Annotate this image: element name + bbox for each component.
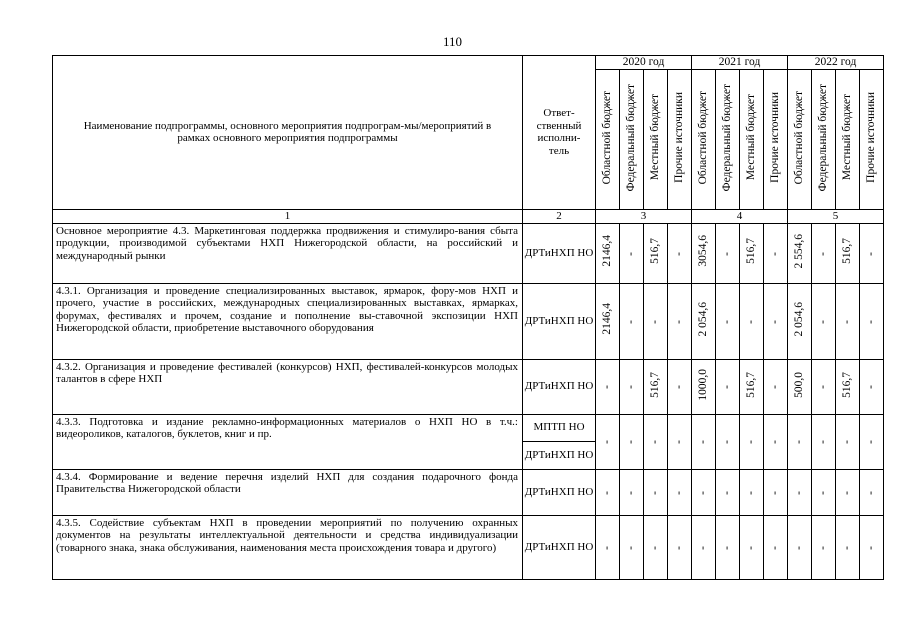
value-cell: 2 054,6 xyxy=(692,283,716,359)
value-cell: - xyxy=(812,515,836,579)
value-cell: - xyxy=(620,359,644,414)
executor-cell: ДРТиНХП НО xyxy=(523,223,596,283)
year-header-2021: 2021 год xyxy=(692,56,788,70)
measure-name: 4.3.1. Организация и проведение специализированных выставок, ярмарок, фору-мов НХП и прочего, участие в российских, международных специализированных выставках, ярмарках, форумах, фестивалях и прочем, создание и пополнение вы-ставочной экспозиции НХП Нижегородской области, приобретение выставочного оборудования xyxy=(53,283,523,359)
value-cell: - xyxy=(716,359,740,414)
value-cell: 516,7 xyxy=(644,223,668,283)
value-cell: - xyxy=(668,515,692,579)
value-cell: - xyxy=(596,414,620,469)
value-cell: - xyxy=(812,359,836,414)
value-cell: - xyxy=(668,359,692,414)
value-cell: - xyxy=(740,283,764,359)
source-header: Областной бюджет xyxy=(788,69,812,209)
value-cell: - xyxy=(812,469,836,515)
value-cell: 3054,6 xyxy=(692,223,716,283)
column-index: 1 xyxy=(53,209,523,223)
table-row xyxy=(53,223,884,283)
value-cell: - xyxy=(596,469,620,515)
column-index: 2 xyxy=(523,209,596,223)
table-row xyxy=(53,515,884,579)
value-cell: 2146,4 xyxy=(596,283,620,359)
value-cell: - xyxy=(788,414,812,469)
value-cell: - xyxy=(812,283,836,359)
source-header: Прочие источники xyxy=(860,69,884,209)
value-cell: - xyxy=(620,414,644,469)
column-index-row xyxy=(53,209,884,223)
source-header: Федеральный бюджет xyxy=(620,69,644,209)
value-cell: - xyxy=(764,469,788,515)
value-cell: - xyxy=(716,414,740,469)
value-cell: - xyxy=(620,469,644,515)
value-cell: - xyxy=(596,515,620,579)
value-cell: - xyxy=(620,223,644,283)
year-header-2020: 2020 год xyxy=(596,56,692,70)
value-cell: - xyxy=(692,469,716,515)
year-header-2022: 2022 год xyxy=(788,56,884,70)
value-cell: - xyxy=(764,359,788,414)
executor-cell: ДРТиНХП НО xyxy=(523,469,596,515)
value-cell: - xyxy=(620,283,644,359)
value-cell: - xyxy=(812,414,836,469)
source-header: Прочие источники xyxy=(764,69,788,209)
value-cell: - xyxy=(692,515,716,579)
source-header: Местный бюджет xyxy=(740,69,764,209)
value-cell: - xyxy=(812,223,836,283)
source-header: Местный бюджет xyxy=(836,69,860,209)
value-cell: - xyxy=(860,223,884,283)
measure-name: 4.3.4. Формирование и ведение перечня изделий НХП для создания подарочного фонда Правительства Нижегородской области xyxy=(53,469,523,515)
value-cell: 516,7 xyxy=(740,359,764,414)
measure-name: 4.3.5. Содействие субъектам НХП в проведении мероприятий по получению охранных документов на результаты интеллектуальной деятельности и средства индивидуализации (товарного знака, знака обслуживания, наименования места происхождения товара и другого) xyxy=(53,515,523,579)
value-cell: - xyxy=(764,515,788,579)
table-row xyxy=(53,469,884,515)
value-cell: 516,7 xyxy=(644,359,668,414)
source-header: Местный бюджет xyxy=(644,69,668,209)
value-cell: 500,0 xyxy=(788,359,812,414)
value-cell: - xyxy=(740,515,764,579)
value-cell: - xyxy=(788,469,812,515)
table-row xyxy=(53,414,884,441)
executor-cell: ДРТиНХП НО xyxy=(523,283,596,359)
measure-name: 4.3.2. Организация и проведение фестивалей (конкурсов) НХП, фестивалей-конкурсов молодых талантов в сфере НХП xyxy=(53,359,523,414)
value-cell: - xyxy=(836,469,860,515)
value-cell: - xyxy=(716,223,740,283)
value-cell: - xyxy=(860,283,884,359)
executor-cell: ДРТиНХП НО xyxy=(523,441,596,469)
value-cell: - xyxy=(716,283,740,359)
value-cell: 1000,0 xyxy=(692,359,716,414)
value-cell: 516,7 xyxy=(836,223,860,283)
value-cell: - xyxy=(692,414,716,469)
value-cell: - xyxy=(836,414,860,469)
value-cell: 2146,4 xyxy=(596,223,620,283)
value-cell: - xyxy=(716,515,740,579)
value-cell: - xyxy=(716,469,740,515)
value-cell: - xyxy=(740,414,764,469)
page-number: 110 xyxy=(442,34,463,49)
executor-header-line: Ответ- xyxy=(543,107,575,120)
value-cell: - xyxy=(788,515,812,579)
source-header: Федеральный бюджет xyxy=(812,69,836,209)
name-column-header: Наименование подпрограммы, основного мероприятия подпрограм-мы/мероприятий в рамках основного мероприятия подпрограммы xyxy=(53,56,523,210)
value-cell: - xyxy=(764,283,788,359)
column-index: 4 xyxy=(692,209,788,223)
executor-cell: МПТП НО xyxy=(523,414,596,441)
executor-column-header xyxy=(523,56,596,210)
value-cell: - xyxy=(668,414,692,469)
column-index: 5 xyxy=(788,209,884,223)
header-year-row xyxy=(53,56,884,70)
value-cell: 2 554,6 xyxy=(788,223,812,283)
value-cell: - xyxy=(644,515,668,579)
executor-cell: ДРТиНХП НО xyxy=(523,515,596,579)
value-cell: - xyxy=(860,359,884,414)
executor-header-line: тель xyxy=(548,144,570,157)
value-cell: 516,7 xyxy=(836,359,860,414)
source-header: Прочие источники xyxy=(668,69,692,209)
executor-cell: ДРТиНХП НО xyxy=(523,359,596,414)
executor-header-line: исполни- xyxy=(537,132,581,145)
source-header: Федеральный бюджет xyxy=(716,69,740,209)
value-cell: - xyxy=(668,469,692,515)
measure-name: 4.3.3. Подготовка и издание рекламно-информационных материалов о НХП НО в т.ч.: видеороликов, каталогов, буклетов, книг и пр. xyxy=(53,414,523,469)
value-cell: 2 054,6 xyxy=(788,283,812,359)
value-cell: - xyxy=(668,283,692,359)
value-cell: - xyxy=(596,359,620,414)
value-cell: - xyxy=(836,515,860,579)
table-row xyxy=(53,283,884,359)
value-cell: - xyxy=(740,469,764,515)
value-cell: - xyxy=(620,515,644,579)
value-cell: - xyxy=(860,469,884,515)
executor-header-line: ственный xyxy=(536,119,582,132)
budget-table xyxy=(52,55,884,580)
value-cell: - xyxy=(764,414,788,469)
value-cell: - xyxy=(644,283,668,359)
value-cell: - xyxy=(836,283,860,359)
value-cell: - xyxy=(860,414,884,469)
value-cell: - xyxy=(644,414,668,469)
value-cell: - xyxy=(644,469,668,515)
value-cell: - xyxy=(860,515,884,579)
measure-name: Основное мероприятие 4.3. Маркетинговая поддержка продвижения и стимулиро-вания сбыта продукции, производимой субъектами НХП Нижегородской области, на российский и международный рынки xyxy=(53,223,523,283)
value-cell: 516,7 xyxy=(740,223,764,283)
source-header: Областной бюджет xyxy=(596,69,620,209)
source-header: Областной бюджет xyxy=(692,69,716,209)
value-cell: - xyxy=(764,223,788,283)
table-row xyxy=(53,359,884,414)
column-index: 3 xyxy=(596,209,692,223)
value-cell: - xyxy=(668,223,692,283)
